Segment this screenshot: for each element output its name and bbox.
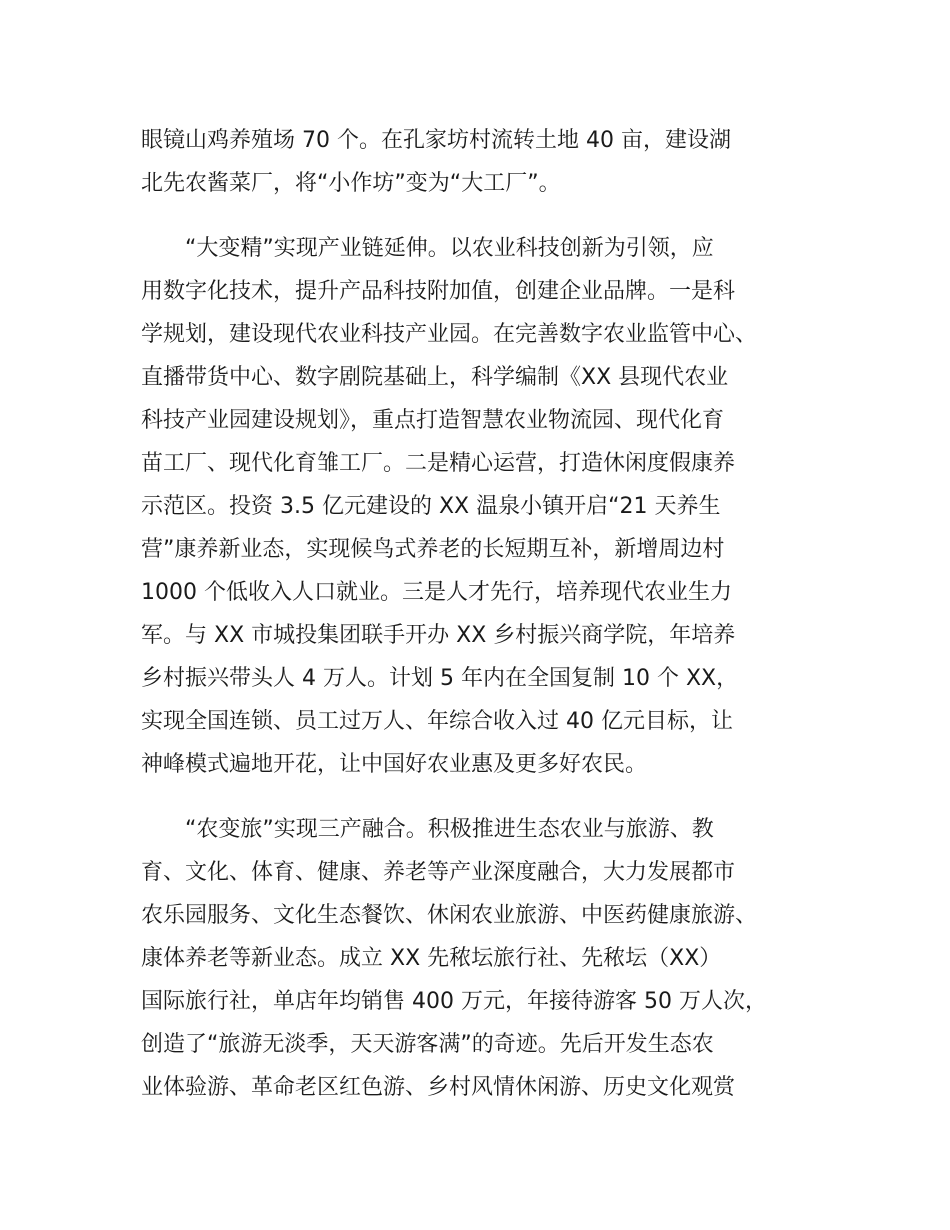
text-line: 北先农酱菜厂，将“小作坊”变为“大工厂”。 [141, 171, 561, 196]
text-line: 直播带货中心、数字剧院基础上，科学编制《XX 县现代农业 [141, 365, 729, 390]
text-line: “大变精”实现产业链延伸。以农业科技创新为引领，应 [185, 236, 714, 261]
text-line: 苗工厂、现代化育雏工厂。二是精心运营，打造休闲度假康养 [141, 451, 736, 476]
paragraph-3 [141, 808, 841, 1109]
paragraph-2 [141, 227, 841, 786]
text-line: 用数字化技术，提升产品科技附加值，创建企业品牌。一是科 [141, 279, 736, 304]
text-line: 农乐园服务、文化生态餐饮、休闲农业旅游、中医药健康旅游、 [141, 903, 758, 928]
text-line: 育、文化、体育、健康、养老等产业深度融合，大力发展都市 [141, 860, 736, 885]
document-body [141, 119, 841, 1131]
text-line: 乡村振兴带头人 4 万人。计划 5 年内在全国复制 10 个 XX， [141, 666, 739, 691]
text-line: 神峰模式遍地开花，让中国好农业惠及更多好农民。 [141, 752, 648, 777]
text-line: 创造了“旅游无淡季，天天游客满”的奇迹。先后开发生态农 [141, 1032, 714, 1057]
text-line: 眼镜山鸡养殖场 70 个。在孔家坊村流转土地 40 亩，建设湖 [141, 128, 731, 153]
text-line: 1000 个低收入人口就业。三是人才先行，培养现代农业生力 [141, 580, 732, 605]
text-line: 业体验游、革命老区红色游、乡村风情休闲游、历史文化观赏 [141, 1075, 736, 1100]
text-line: 康体养老等新业态。成立 XX 先秾坛旅行社、先秾坛（XX） [141, 946, 722, 971]
text-line: 国际旅行社，单店年均销售 400 万元，年接待游客 50 万人次， [141, 989, 767, 1014]
text-line: 军。与 XX 市城投集团联手开办 XX 乡村振兴商学院，年培养 [141, 623, 736, 648]
text-line: 学规划，建设现代农业科技产业园。在完善数字农业监管中心、 [141, 322, 758, 347]
paragraph-1 [141, 119, 841, 205]
text-line: 示范区。投资 3.5 亿元建设的 XX 温泉小镇开启“21 天养生 [141, 494, 721, 519]
text-line: 营”康养新业态，实现候鸟式养老的长短期互补，新增周边村 [141, 537, 725, 562]
text-line: “农变旅”实现三产融合。积极推进生态农业与旅游、教 [185, 817, 714, 842]
text-line: 科技产业园建设规划》，重点打造智慧农业物流园、现代化育 [141, 408, 725, 433]
text-line: 实现全国连锁、员工过万人、年综合收入过 40 亿元目标，让 [141, 709, 733, 734]
